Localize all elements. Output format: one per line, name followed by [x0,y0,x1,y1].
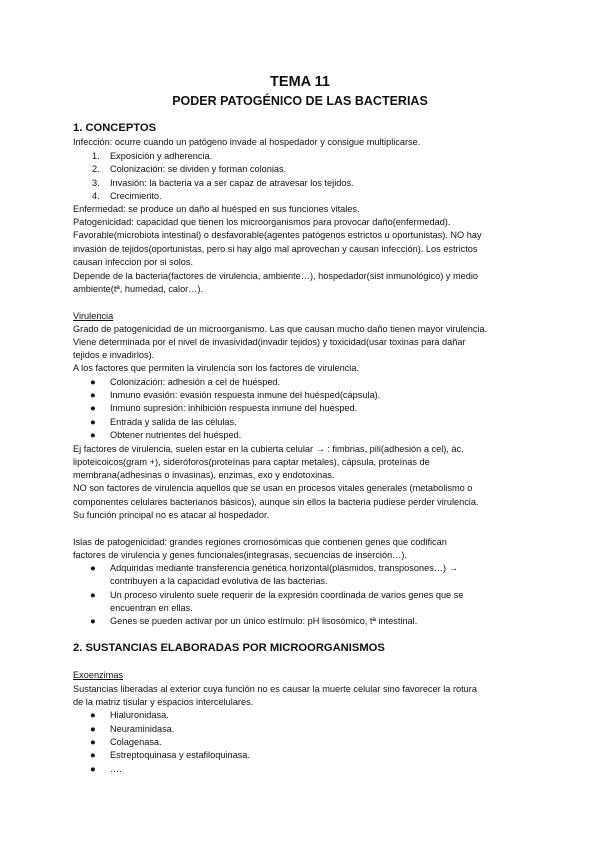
bullet: ● [90,403,96,414]
virulencia-heading: Virulencia [73,311,114,321]
factor-item: Inmuno supresión: inhibición respuesta inmune del huésped. [110,403,358,413]
bullet: ● [90,377,96,388]
bullet: ● [90,616,96,627]
depende-text: Depende de la bacteria(factores de virulencia, ambiente…), hospedador(sist inmunológico) y medio [73,271,478,281]
section-heading-conceptos: 1. CONCEPTOS [73,122,157,134]
patogenicidad-text: Favorable(microbiota intestinal) o desfavorable(agentes patógenos estrictos u oportunistas). NO hay [73,230,482,240]
no-factores-text: Su función principal no es atacar al hospedador. [73,510,270,520]
islas-item: Un proceso virulento suele requerir de la expresión coordinada de varios genes que se [110,590,464,600]
step-text: Invasión: la bacteria va a ser capaz de atravesar los tejidos. [110,178,354,188]
enfermedad-text: Enfermedad: se produce un daño al huésped en sus funciones vitales. [73,204,360,214]
bullet: ● [90,430,96,441]
islas-text: Islas de patogenicidad: grandes regiones cromosómicas que contienen genes que codifican [73,537,447,547]
bullet: ● [90,417,96,428]
bullet: ● [90,750,96,761]
section-heading-sustancias: 2. SUSTANCIAS ELABORADAS POR MICROORGANISMOS [73,642,385,654]
step-number: 1. [92,151,100,161]
enzima-item: …. [110,764,122,774]
patogenicidad-text: invasión de tejidos(oportunistas, pero si hay algo mal aprovechan y causan infección). Los estrictos [73,244,478,254]
bullet: ● [90,563,96,574]
factores-intro: A los factores que permiten la virulencia son los factores de virulencia. [73,363,359,373]
virulencia-text: Viene determinada por el nivel de invasividad(invadir tejidos) y toxicidad(usar toxinas para dañar [73,337,466,347]
no-factores-text: componentes celulares bacterianos básicos), aunque sin ellos la bacteria pudiese perder virulencia. [73,497,479,507]
patogenicidad-text: causan infeccion por si solos. [73,257,194,267]
exoenzimas-heading: Exoenzimas [73,670,124,680]
islas-item: Adquiridas mediante transferencia genética horizontal(plásmidos, transposones…) → [110,563,458,573]
step-text: Crecimiento. [110,191,162,201]
bullet: ● [90,737,96,748]
step-text: Colonización: se dividen y forman colonias. [110,164,287,174]
enzima-item: Hialuronidasa. [110,710,169,720]
step-number: 4. [92,191,100,201]
infeccion-text: Infección: ocurre cuando un patógeno invade al hospedador y consigue multiplicarse. [73,137,421,147]
factor-item: Entrada y salida de las células. [110,417,237,427]
enzima-item: Colagenasa. [110,737,162,747]
islas-text: factores de virulencia y genes funcionales(integrasas, secuencias de inserción…). [73,550,407,560]
factor-item: Obtener nutrientes del huésped. [110,430,242,440]
enzima-item: Estreptoquinasa y estafiloquinasa. [110,750,250,760]
exoenzimas-text: de la matriz tisular y espacios intercelulares. [73,697,254,707]
document-subtitle: PODER PATOGÉNICO DE LAS BACTERIAS [172,94,428,108]
no-factores-text: NO son factores de virulencia aquellos que se usan en procesos vitales generales (metabolismo o [73,483,473,493]
factor-item: Colonización: adhesión a cel de huésped. [110,377,281,387]
document-title: TEMA 11 [270,74,330,90]
depende-text: ambiente(tª, humedad, calor…). [73,284,204,294]
step-number: 2. [92,164,100,174]
bullet: ● [90,590,96,601]
bullet: ● [90,710,96,721]
step-text: Exposición y adherencia. [110,151,213,161]
factor-item: Inmuno evasión: evasión respuesta inmune del huésped(cápsula). [110,390,381,400]
virulencia-text: Grado de patogenicidad de un microorganismo. Las que causan mucho daño tienen mayor virulencia. [73,324,488,334]
islas-item: contribuyen a la capacidad evolutiva de las bacterias. [110,576,328,586]
ejemplos-text: lipoteicoicos(gram +), sideróforos(proteínas para captar metales), cápsula, proteínas de [73,457,430,467]
bullet: ● [90,390,96,401]
ejemplos-text: membrana(adhesinas o invasinas), enzimas, exo y endotoxinas. [73,470,335,480]
islas-item: Genes se pueden activar por un único estímulo: pH lisosómico, tª intestinal. [110,616,418,626]
virulencia-text: tejidos e invadirlos). [73,350,155,360]
exoenzimas-text: Sustancias liberadas al exterior cuya función no es causar la muerte celular sino favorecer la rotura [73,684,477,694]
islas-item: encuentran en ellas. [110,603,193,613]
ejemplos-text: Ej factores de virulencia, suelen estar en la cubierta celular → : fimbrias, pili(adhesión a cel), ác. [73,444,464,454]
patogenicidad-text: Patogenicidad: capacidad que tienen los microorganismos para provocar daño(enfermedad). [73,217,451,227]
step-number: 3. [92,178,100,188]
enzima-item: Neuraminidasa. [110,724,175,734]
bullet: ● [90,724,96,735]
bullet: ● [90,764,96,775]
